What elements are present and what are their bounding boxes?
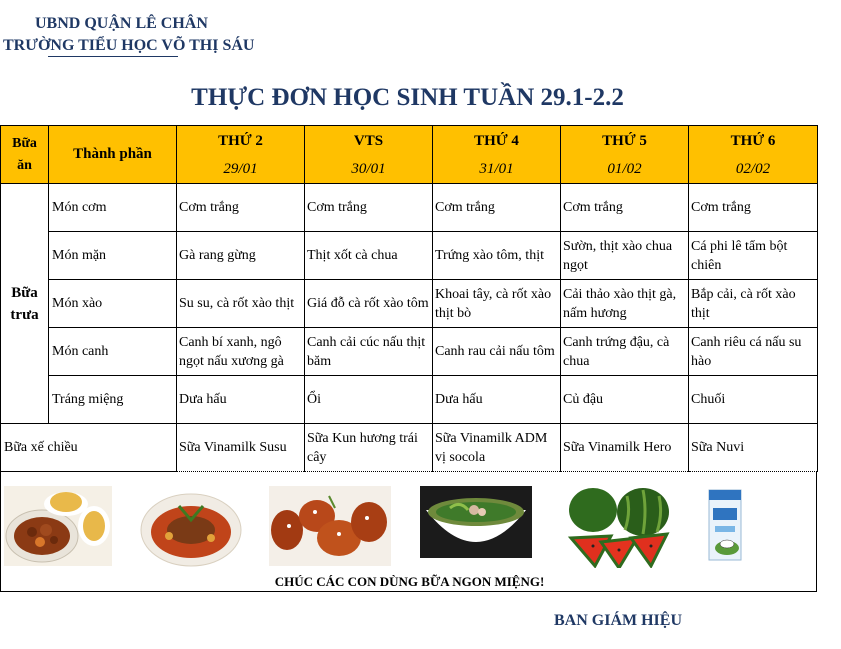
- menu-cell: Khoai tây, cà rốt xào thịt bò: [433, 280, 561, 328]
- day-header: THỨ 5 01/02: [561, 126, 689, 184]
- component-label: Món xào: [49, 280, 177, 328]
- day-header: VTS 30/01: [305, 126, 433, 184]
- menu-cell: Thịt xốt cà chua: [305, 232, 433, 280]
- day-header: THỨ 4 31/01: [433, 126, 561, 184]
- school-name: TRƯỜNG TIỂU HỌC VÕ THỊ SÁU: [3, 37, 255, 54]
- food-photos-strip: [0, 472, 817, 592]
- table-row: [1, 232, 818, 280]
- menu-cell: Cơm trắng: [561, 184, 689, 232]
- menu-cell: Bắp cải, cà rốt xào thịt: [689, 280, 818, 328]
- watermelon-photo: [567, 486, 671, 568]
- menu-cell: Củ đậu: [561, 376, 689, 424]
- menu-cell: Gà rang gừng: [177, 232, 305, 280]
- table-row: [1, 376, 818, 424]
- table-row: [1, 184, 818, 232]
- menu-cell: Canh trứng đậu, cà chua: [561, 328, 689, 376]
- menu-cell: Sữa Vinamilk Hero: [561, 424, 689, 472]
- weekly-menu-table: [0, 125, 818, 472]
- menu-cell: Cải thảo xào thịt gà, nấm hương: [561, 280, 689, 328]
- menu-cell: Cơm trắng: [689, 184, 818, 232]
- vegetable-soup-photo: [420, 486, 532, 558]
- signature-board: BAN GIÁM HIỆU: [554, 612, 683, 629]
- day-header: THỨ 6 02/02: [689, 126, 818, 184]
- menu-cell: Dưa hấu: [433, 376, 561, 424]
- district-name: UBND QUẬN LÊ CHÂN: [35, 15, 208, 32]
- menu-cell: Sữa Vinamilk Susu: [177, 424, 305, 472]
- menu-cell: Dưa hấu: [177, 376, 305, 424]
- menu-cell: Canh cải cúc nấu thịt băm: [305, 328, 433, 376]
- col-meal-header: Bữa ăn: [1, 126, 49, 184]
- menu-cell: Ổi: [305, 376, 433, 424]
- day-header: THỨ 2 29/01: [177, 126, 305, 184]
- menu-cell: Su su, cà rốt xào thịt: [177, 280, 305, 328]
- menu-cell: Canh rau cải nấu tôm: [433, 328, 561, 376]
- col-component-header: Thành phần: [49, 126, 177, 184]
- menu-cell: Cơm trắng: [177, 184, 305, 232]
- braised-fish-photo: [139, 486, 243, 568]
- milk-carton-photo: [705, 486, 745, 562]
- menu-cell: Sữa Kun hương trái cây: [305, 424, 433, 472]
- header-row: [1, 126, 818, 184]
- component-label: Tráng miệng: [49, 376, 177, 424]
- lunch-label: Bữa trưa: [1, 184, 49, 424]
- component-label: Món canh: [49, 328, 177, 376]
- menu-cell: Cơm trắng: [433, 184, 561, 232]
- glazed-ribs-photo: [269, 486, 391, 566]
- chicken-stew-photo: [4, 486, 112, 566]
- menu-table-container: [0, 125, 817, 592]
- menu-cell: Sườn, thịt xào chua ngọt: [561, 232, 689, 280]
- menu-cell: Cá phi lê tẩm bột chiên: [689, 232, 818, 280]
- menu-cell: Sữa Vinamilk ADM vị socola: [433, 424, 561, 472]
- menu-cell: Sữa Nuvi: [689, 424, 818, 472]
- menu-cell: Canh bí xanh, ngô ngọt nấu xương gà: [177, 328, 305, 376]
- table-row: [1, 328, 818, 376]
- menu-cell: Canh riêu cá nấu su hào: [689, 328, 818, 376]
- school-name-underline: [48, 56, 178, 57]
- menu-cell: Giá đỗ cà rốt xào tôm: [305, 280, 433, 328]
- table-row: [1, 280, 818, 328]
- snack-row: [1, 424, 818, 472]
- menu-cell: Cơm trắng: [305, 184, 433, 232]
- component-label: Món mặn: [49, 232, 177, 280]
- menu-title: THỰC ĐƠN HỌC SINH TUẦN 29.1-2.2: [191, 84, 624, 111]
- menu-cell: Trứng xào tôm, thịt: [433, 232, 561, 280]
- snack-label: Bữa xế chiều: [1, 424, 177, 472]
- menu-cell: Chuối: [689, 376, 818, 424]
- slogan: CHÚC CÁC CON DÙNG BỮA NGON MIỆNG!: [274, 574, 545, 589]
- component-label: Món cơm: [49, 184, 177, 232]
